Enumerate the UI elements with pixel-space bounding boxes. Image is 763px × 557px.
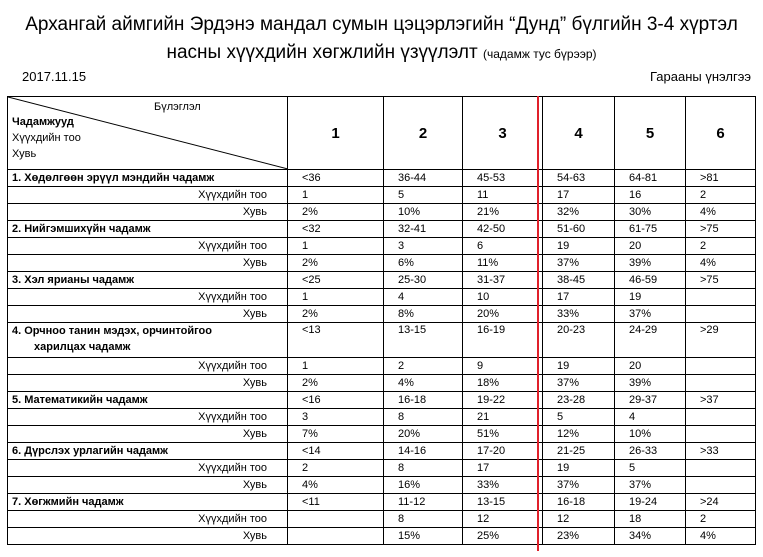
score-range-cell: >81 — [686, 170, 756, 187]
child-count-cell: 20 — [615, 238, 686, 255]
score-range-cell: 23-28 — [543, 392, 615, 409]
percent-label: Хувь — [8, 204, 288, 221]
percent-cell — [288, 528, 384, 545]
child-count-cell: 17 — [543, 289, 615, 306]
percent-cell: 10% — [384, 204, 463, 221]
percent-cell: 4% — [686, 528, 756, 545]
score-range-cell: 29-37 — [615, 392, 686, 409]
score-range-cell: 32-41 — [384, 221, 463, 238]
score-range-cell: 31-37 — [463, 272, 543, 289]
percent-cell: 18% — [463, 375, 543, 392]
child-count-cell: 1 — [288, 358, 384, 375]
child-count-cell: 10 — [463, 289, 543, 306]
child-count-cell — [288, 511, 384, 528]
percent-cell — [686, 375, 756, 392]
score-range-cell: 42-50 — [463, 221, 543, 238]
score-range-cell: >33 — [686, 443, 756, 460]
child-count-cell: 2 — [686, 511, 756, 528]
child-count-cell: 3 — [384, 238, 463, 255]
percent-cell: 10% — [615, 426, 686, 443]
competency-row — [8, 494, 756, 511]
percent-cell: 11% — [463, 255, 543, 272]
header-corner-cell — [8, 97, 288, 170]
percent-cell: 20% — [384, 426, 463, 443]
percent-label: Хувь — [8, 255, 288, 272]
percent-row — [8, 204, 756, 221]
percent-cell: 20% — [463, 306, 543, 323]
child-count-label: Хүүхдийн тоо — [8, 511, 288, 528]
table-header-row — [8, 97, 756, 170]
percent-cell: 4% — [384, 375, 463, 392]
percent-cell: 15% — [384, 528, 463, 545]
percent-cell: 2% — [288, 255, 384, 272]
child-count-cell: 5 — [615, 460, 686, 477]
score-range-cell: 20-23 — [543, 323, 615, 358]
percent-label: Хувь — [8, 375, 288, 392]
percent-label: Хувь — [8, 306, 288, 323]
child-count-cell: 8 — [384, 511, 463, 528]
child-count-label: Хүүхдийн тоо — [8, 238, 288, 255]
score-range-cell: 17-20 — [463, 443, 543, 460]
child-count-row — [8, 511, 756, 528]
competency-row — [8, 170, 756, 187]
percent-cell: 37% — [543, 375, 615, 392]
child-count-cell: 12 — [543, 511, 615, 528]
percent-cell: 23% — [543, 528, 615, 545]
percent-cell: 25% — [463, 528, 543, 545]
competency-row — [8, 443, 756, 460]
score-range-cell: 38-45 — [543, 272, 615, 289]
percent-cell: 37% — [615, 477, 686, 494]
percent-cell: 7% — [288, 426, 384, 443]
child-count-row — [8, 409, 756, 426]
child-count-cell: 16 — [615, 187, 686, 204]
child-count-cell: 6 — [463, 238, 543, 255]
child-count-cell: 8 — [384, 460, 463, 477]
level-header: 3 — [463, 97, 543, 170]
corner-label-group: Бүлэглэл — [154, 101, 201, 113]
percent-row — [8, 477, 756, 494]
percent-row — [8, 306, 756, 323]
percent-row — [8, 375, 756, 392]
percent-cell: 51% — [463, 426, 543, 443]
percent-label: Хувь — [8, 477, 288, 494]
score-range-cell: >37 — [686, 392, 756, 409]
child-count-cell: 20 — [615, 358, 686, 375]
score-range-cell: 16-18 — [384, 392, 463, 409]
child-count-label: Хүүхдийн тоо — [8, 460, 288, 477]
child-count-cell: 2 — [288, 460, 384, 477]
red-divider-line — [537, 96, 539, 551]
score-range-cell: <16 — [288, 392, 384, 409]
score-range-cell: 13-15 — [463, 494, 543, 511]
child-count-row — [8, 358, 756, 375]
competency-name-line2: харилцах чадамж — [34, 341, 131, 353]
score-range-cell: 24-29 — [615, 323, 686, 358]
score-range-cell: <11 — [288, 494, 384, 511]
percent-cell: 8% — [384, 306, 463, 323]
score-range-cell: 11-12 — [384, 494, 463, 511]
child-count-cell: 2 — [686, 187, 756, 204]
report-date: 2017.11.15 — [22, 69, 87, 84]
percent-cell: 39% — [615, 375, 686, 392]
competency-name: 7. Хөгжмийн чадамж — [8, 494, 288, 511]
child-count-label: Хүүхдийн тоо — [8, 409, 288, 426]
score-range-cell: 61-75 — [615, 221, 686, 238]
child-count-row — [8, 238, 756, 255]
competency-name: 1. Хөдөлгөөн эрүүл мэндийн чадамж — [8, 170, 288, 187]
child-count-cell: 5 — [384, 187, 463, 204]
child-count-cell: 8 — [384, 409, 463, 426]
percent-cell: 4% — [686, 255, 756, 272]
child-count-cell: 17 — [463, 460, 543, 477]
child-count-cell — [686, 409, 756, 426]
percent-cell — [686, 306, 756, 323]
level-header: 1 — [288, 97, 384, 170]
percent-cell: 37% — [615, 306, 686, 323]
score-range-cell: <25 — [288, 272, 384, 289]
competency-name: 5. Математикийн чадамж — [8, 392, 288, 409]
child-count-cell: 12 — [463, 511, 543, 528]
score-range-cell: 25-30 — [384, 272, 463, 289]
level-header: 6 — [686, 97, 756, 170]
percent-row — [8, 255, 756, 272]
score-range-cell: 13-15 — [384, 323, 463, 358]
percent-cell: 2% — [288, 204, 384, 221]
score-range-cell: 16-18 — [543, 494, 615, 511]
child-count-label: Хүүхдийн тоо — [8, 289, 288, 306]
score-range-cell: <32 — [288, 221, 384, 238]
competency-row — [8, 272, 756, 289]
percent-row — [8, 528, 756, 545]
child-count-label: Хүүхдийн тоо — [8, 358, 288, 375]
percent-cell: 4% — [288, 477, 384, 494]
score-range-cell: 54-63 — [543, 170, 615, 187]
child-count-row — [8, 289, 756, 306]
child-count-label: Хүүхдийн тоо — [8, 187, 288, 204]
score-range-cell: 51-60 — [543, 221, 615, 238]
score-range-cell: 21-25 — [543, 443, 615, 460]
child-count-cell: 17 — [543, 187, 615, 204]
competency-name: 2. Нийгэмшихүйн чадамж — [8, 221, 288, 238]
percent-cell: 12% — [543, 426, 615, 443]
child-count-cell: 19 — [543, 238, 615, 255]
score-range-cell: 16-19 — [463, 323, 543, 358]
child-count-cell: 1 — [288, 238, 384, 255]
score-range-cell: >29 — [686, 323, 756, 358]
percent-cell: 16% — [384, 477, 463, 494]
percent-cell: 6% — [384, 255, 463, 272]
percent-cell: 39% — [615, 255, 686, 272]
score-range-cell: 19-24 — [615, 494, 686, 511]
percent-cell: 2% — [288, 375, 384, 392]
child-count-cell: 1 — [288, 289, 384, 306]
child-count-cell: 21 — [463, 409, 543, 426]
child-count-cell: 2 — [384, 358, 463, 375]
percent-cell: 37% — [543, 477, 615, 494]
child-count-cell: 3 — [288, 409, 384, 426]
competency-name: 3. Хэл ярианы чадамж — [8, 272, 288, 289]
child-count-cell: 19 — [543, 460, 615, 477]
percent-label: Хувь — [8, 426, 288, 443]
competency-row — [8, 392, 756, 409]
child-count-cell — [686, 289, 756, 306]
percent-cell: 21% — [463, 204, 543, 221]
competency-name-line1: 4. Орчноо танин мэдэх, орчинтойгоо — [12, 325, 212, 337]
child-count-cell: 19 — [615, 289, 686, 306]
corner-label-percent: Хувь — [12, 148, 37, 160]
child-count-cell: 4 — [384, 289, 463, 306]
report-title-line2 — [0, 42, 763, 64]
assessment-table — [7, 96, 756, 545]
child-count-cell: 18 — [615, 511, 686, 528]
score-range-cell: 46-59 — [615, 272, 686, 289]
child-count-cell: 19 — [543, 358, 615, 375]
child-count-cell: 11 — [463, 187, 543, 204]
child-count-cell — [686, 358, 756, 375]
level-header: 4 — [543, 97, 615, 170]
score-range-cell: >75 — [686, 272, 756, 289]
competency-name — [8, 323, 288, 358]
child-count-cell — [686, 460, 756, 477]
score-range-cell: 36-44 — [384, 170, 463, 187]
assessment-type-label: Гарааны үнэлгээ — [650, 69, 751, 84]
score-range-cell: <36 — [288, 170, 384, 187]
score-range-cell: >24 — [686, 494, 756, 511]
percent-cell: 4% — [686, 204, 756, 221]
level-header: 2 — [384, 97, 463, 170]
child-count-cell: 9 — [463, 358, 543, 375]
child-count-cell: 2 — [686, 238, 756, 255]
child-count-cell: 4 — [615, 409, 686, 426]
report-title-note: (чадамж тус бүрээр) — [483, 47, 597, 61]
score-range-cell: 64-81 — [615, 170, 686, 187]
corner-label-child-count: Хүүхдийн тоо — [12, 132, 81, 144]
score-range-cell: 45-53 — [463, 170, 543, 187]
child-count-row — [8, 460, 756, 477]
percent-cell: 30% — [615, 204, 686, 221]
corner-label-competencies: Чадамжууд — [12, 116, 74, 128]
child-count-cell: 1 — [288, 187, 384, 204]
percent-cell — [686, 477, 756, 494]
score-range-cell: >75 — [686, 221, 756, 238]
child-count-row — [8, 187, 756, 204]
report-title-line1: Архангай аймгийн Эрдэнэ мандал сумын цэцэрлэгийн “Дунд” бүлгийн 3-4 хүртэл — [25, 14, 738, 35]
competency-row — [8, 323, 756, 358]
score-range-cell: 14-16 — [384, 443, 463, 460]
competency-name: 6. Дүрслэх урлагийн чадамж — [8, 443, 288, 460]
score-range-cell: 19-22 — [463, 392, 543, 409]
percent-cell: 34% — [615, 528, 686, 545]
percent-cell — [686, 426, 756, 443]
percent-cell: 33% — [543, 306, 615, 323]
score-range-cell: <13 — [288, 323, 384, 358]
percent-label: Хувь — [8, 528, 288, 545]
percent-cell: 2% — [288, 306, 384, 323]
score-range-cell: <14 — [288, 443, 384, 460]
report-title-main: насны хүүхдийн хөгжлийн үзүүлэлт — [166, 42, 478, 63]
percent-cell: 32% — [543, 204, 615, 221]
percent-cell: 33% — [463, 477, 543, 494]
score-range-cell: 26-33 — [615, 443, 686, 460]
percent-cell: 37% — [543, 255, 615, 272]
level-header: 5 — [615, 97, 686, 170]
competency-row — [8, 221, 756, 238]
child-count-cell: 5 — [543, 409, 615, 426]
percent-row — [8, 426, 756, 443]
